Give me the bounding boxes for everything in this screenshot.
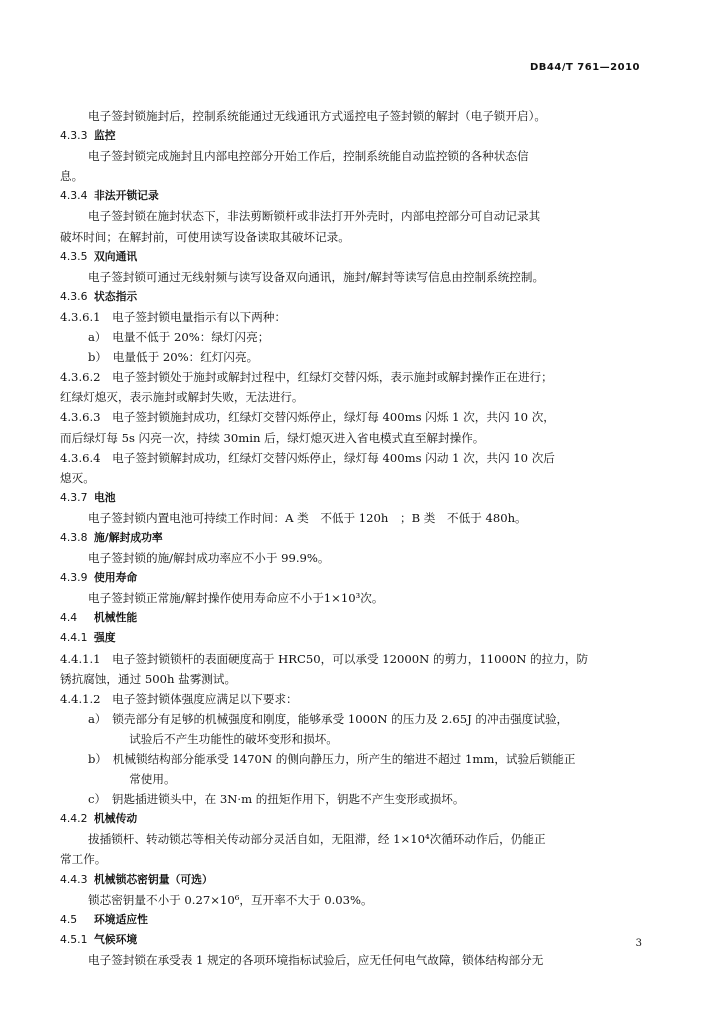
paragraph-line: 锁芯密钥量不小于 0.27×10⁶，互开率不大于 0.03%。 — [88, 892, 373, 907]
paragraph-line: 拔插锁杆、转动锁芯等相关传动部分灵活自如，无阻滞，经 1×10⁴次循环动作后，仍能正 — [88, 832, 546, 847]
paragraph-line: 熄灭。 — [60, 470, 95, 485]
section-heading — [60, 608, 642, 628]
section-number: 4.3.8 — [60, 530, 88, 544]
section-heading — [60, 126, 642, 146]
section-title: 双向通讯 — [94, 249, 138, 263]
section-title: 状态指示 — [94, 289, 138, 303]
paragraph-line: 4.3.6.1 电子签封锁电量指示有以下两种： — [60, 309, 287, 324]
section-title: 强度 — [94, 631, 116, 645]
paragraph-line: 锈抗腐蚀，通过 500h 盐雾测试。 — [60, 671, 237, 686]
paragraph-line: a） 锁壳部分有足够的机械强度和刚度，能够承受 1000N 的压力及 2.65J 的冲击强度试验， — [88, 711, 569, 726]
section-number: 4.3.4 — [60, 189, 88, 203]
section-heading — [60, 528, 642, 548]
paragraph-line: 电子签封锁在承受表 1 规定的各项环境指标试验后，应无任何电气故障，锁体结构部分无 — [88, 952, 544, 967]
document-body — [60, 106, 642, 970]
paragraph-line: c） 钥匙插进锁头中，在 3N·m 的扭矩作用下，钥匙不产生变形或损坏。 — [88, 792, 465, 807]
paragraph-line: 电子签封锁在施封状态下，非法剪断锁杆或非法打开外壳时，内部电控部分可自动记录其 — [88, 209, 541, 224]
section-number: 4.3.6 — [60, 289, 88, 303]
paragraph-line: 4.3.6.3 电子签封锁施封成功，红绿灯交替闪烁停止，绿灯每 400ms 闪烁 1 次，共闪 10 次， — [60, 410, 555, 425]
paragraph-line: 4.4.1.1 电子签封锁锁杆的表面硬度高于 HRC50，可以承受 12000N 的剪力，11000N 的拉力，防 — [60, 651, 589, 666]
section-title: 施/解封成功率 — [94, 530, 163, 544]
paragraph-line: 红绿灯熄灭，表示施封或解封失败，无法进行。 — [60, 390, 304, 405]
section-number: 4.4.2 — [60, 812, 88, 826]
paragraph-line: 而后绿灯每 5s 闪亮一次，持续 30min 后，绿灯熄灭进入省电模式直至解封操作。 — [60, 430, 485, 445]
paragraph-line: 常使用。 — [106, 772, 176, 787]
paragraph-line: 电子签封锁可通过无线射频与读写设备双向通讯，施封/解封等读写信息由控制系统控制。 — [88, 269, 545, 284]
paragraph-line: 破坏时间；在解封前，可使用读写设备读取其破坏记录。 — [60, 229, 350, 244]
standard-code: DB44/T 761—2010 — [530, 62, 640, 73]
section-heading — [60, 488, 642, 508]
paragraph-line: a） 电量不低于 20%：绿灯闪亮； — [88, 330, 270, 345]
section-title: 使用寿命 — [94, 571, 138, 585]
section-number: 4.3.3 — [60, 129, 88, 143]
section-heading — [60, 247, 642, 267]
section-title: 机械锁芯密钥量（可选） — [94, 872, 213, 886]
section-heading — [60, 287, 642, 307]
paragraph-line: 试验后不产生功能性的破坏变形和损坏。 — [106, 731, 338, 746]
paragraph-line: 电子签封锁内置电池可持续工作时间：A 类 不低于 120h ；B 类 不低于 480h。 — [88, 510, 527, 525]
section-number: 4.3.7 — [60, 490, 88, 504]
section-title: 机械性能 — [94, 611, 138, 625]
section-heading — [60, 910, 642, 930]
paragraph-line: b） 电量低于 20%：红灯闪亮。 — [88, 350, 259, 365]
section-title: 非法开锁记录 — [94, 189, 159, 203]
section-number: 4.3.5 — [60, 249, 88, 263]
section-heading — [60, 930, 642, 950]
page-number: 3 — [635, 938, 642, 949]
section-number: 4.4.1 — [60, 631, 88, 645]
section-title: 气候环境 — [94, 932, 138, 946]
paragraph-line: b） 机械锁结构部分能承受 1470N 的侧向静压力，所产生的缩进不超过 1mm，试验后锁能正 — [88, 752, 576, 766]
paragraph-line: 4.4.1.2 电子签封锁体强度应满足以下要求： — [60, 691, 298, 706]
section-number: 4.4 — [60, 611, 78, 625]
section-title: 环境适应性 — [94, 912, 148, 926]
section-number: 4.4.3 — [60, 872, 88, 886]
paragraph-line: 常工作。 — [60, 852, 107, 867]
section-number: 4.3.9 — [60, 571, 88, 585]
section-heading — [60, 628, 642, 648]
paragraph-line: 息。 — [60, 169, 84, 184]
section-title: 电池 — [94, 490, 116, 504]
section-number: 4.5.1 — [60, 932, 88, 946]
paragraph-line: 电子签封锁的施/解封成功率应不小于 99.9%。 — [88, 551, 330, 566]
section-heading — [60, 568, 642, 588]
paragraph-line: 电子签封锁施封后，控制系统能通过无线通讯方式遥控电子签封锁的解封（电子锁开启）。 — [88, 109, 546, 123]
section-heading — [60, 809, 642, 829]
paragraph-line: 4.3.6.4 电子签封锁解封成功，红绿灯交替闪烁停止，绿灯每 400ms 闪动 1 次，共闪 10 次后 — [60, 450, 555, 465]
section-heading — [60, 870, 642, 890]
section-heading — [60, 186, 642, 206]
paragraph-line: 电子签封锁完成施封且内部电控部分开始工作后，控制系统能自动监控锁的各种状态信 — [88, 149, 529, 164]
paragraph-line: 4.3.6.2 电子签封锁处于施封或解封过程中，红绿灯交替闪烁，表示施封或解封操作正在进行； — [60, 370, 553, 385]
section-title: 机械传动 — [94, 812, 138, 826]
paragraph-line: 电子签封锁正常施/解封操作使用寿命应不小于1×10³次。 — [88, 591, 384, 606]
section-number: 4.5 — [60, 912, 78, 926]
section-title: 监控 — [94, 129, 116, 143]
